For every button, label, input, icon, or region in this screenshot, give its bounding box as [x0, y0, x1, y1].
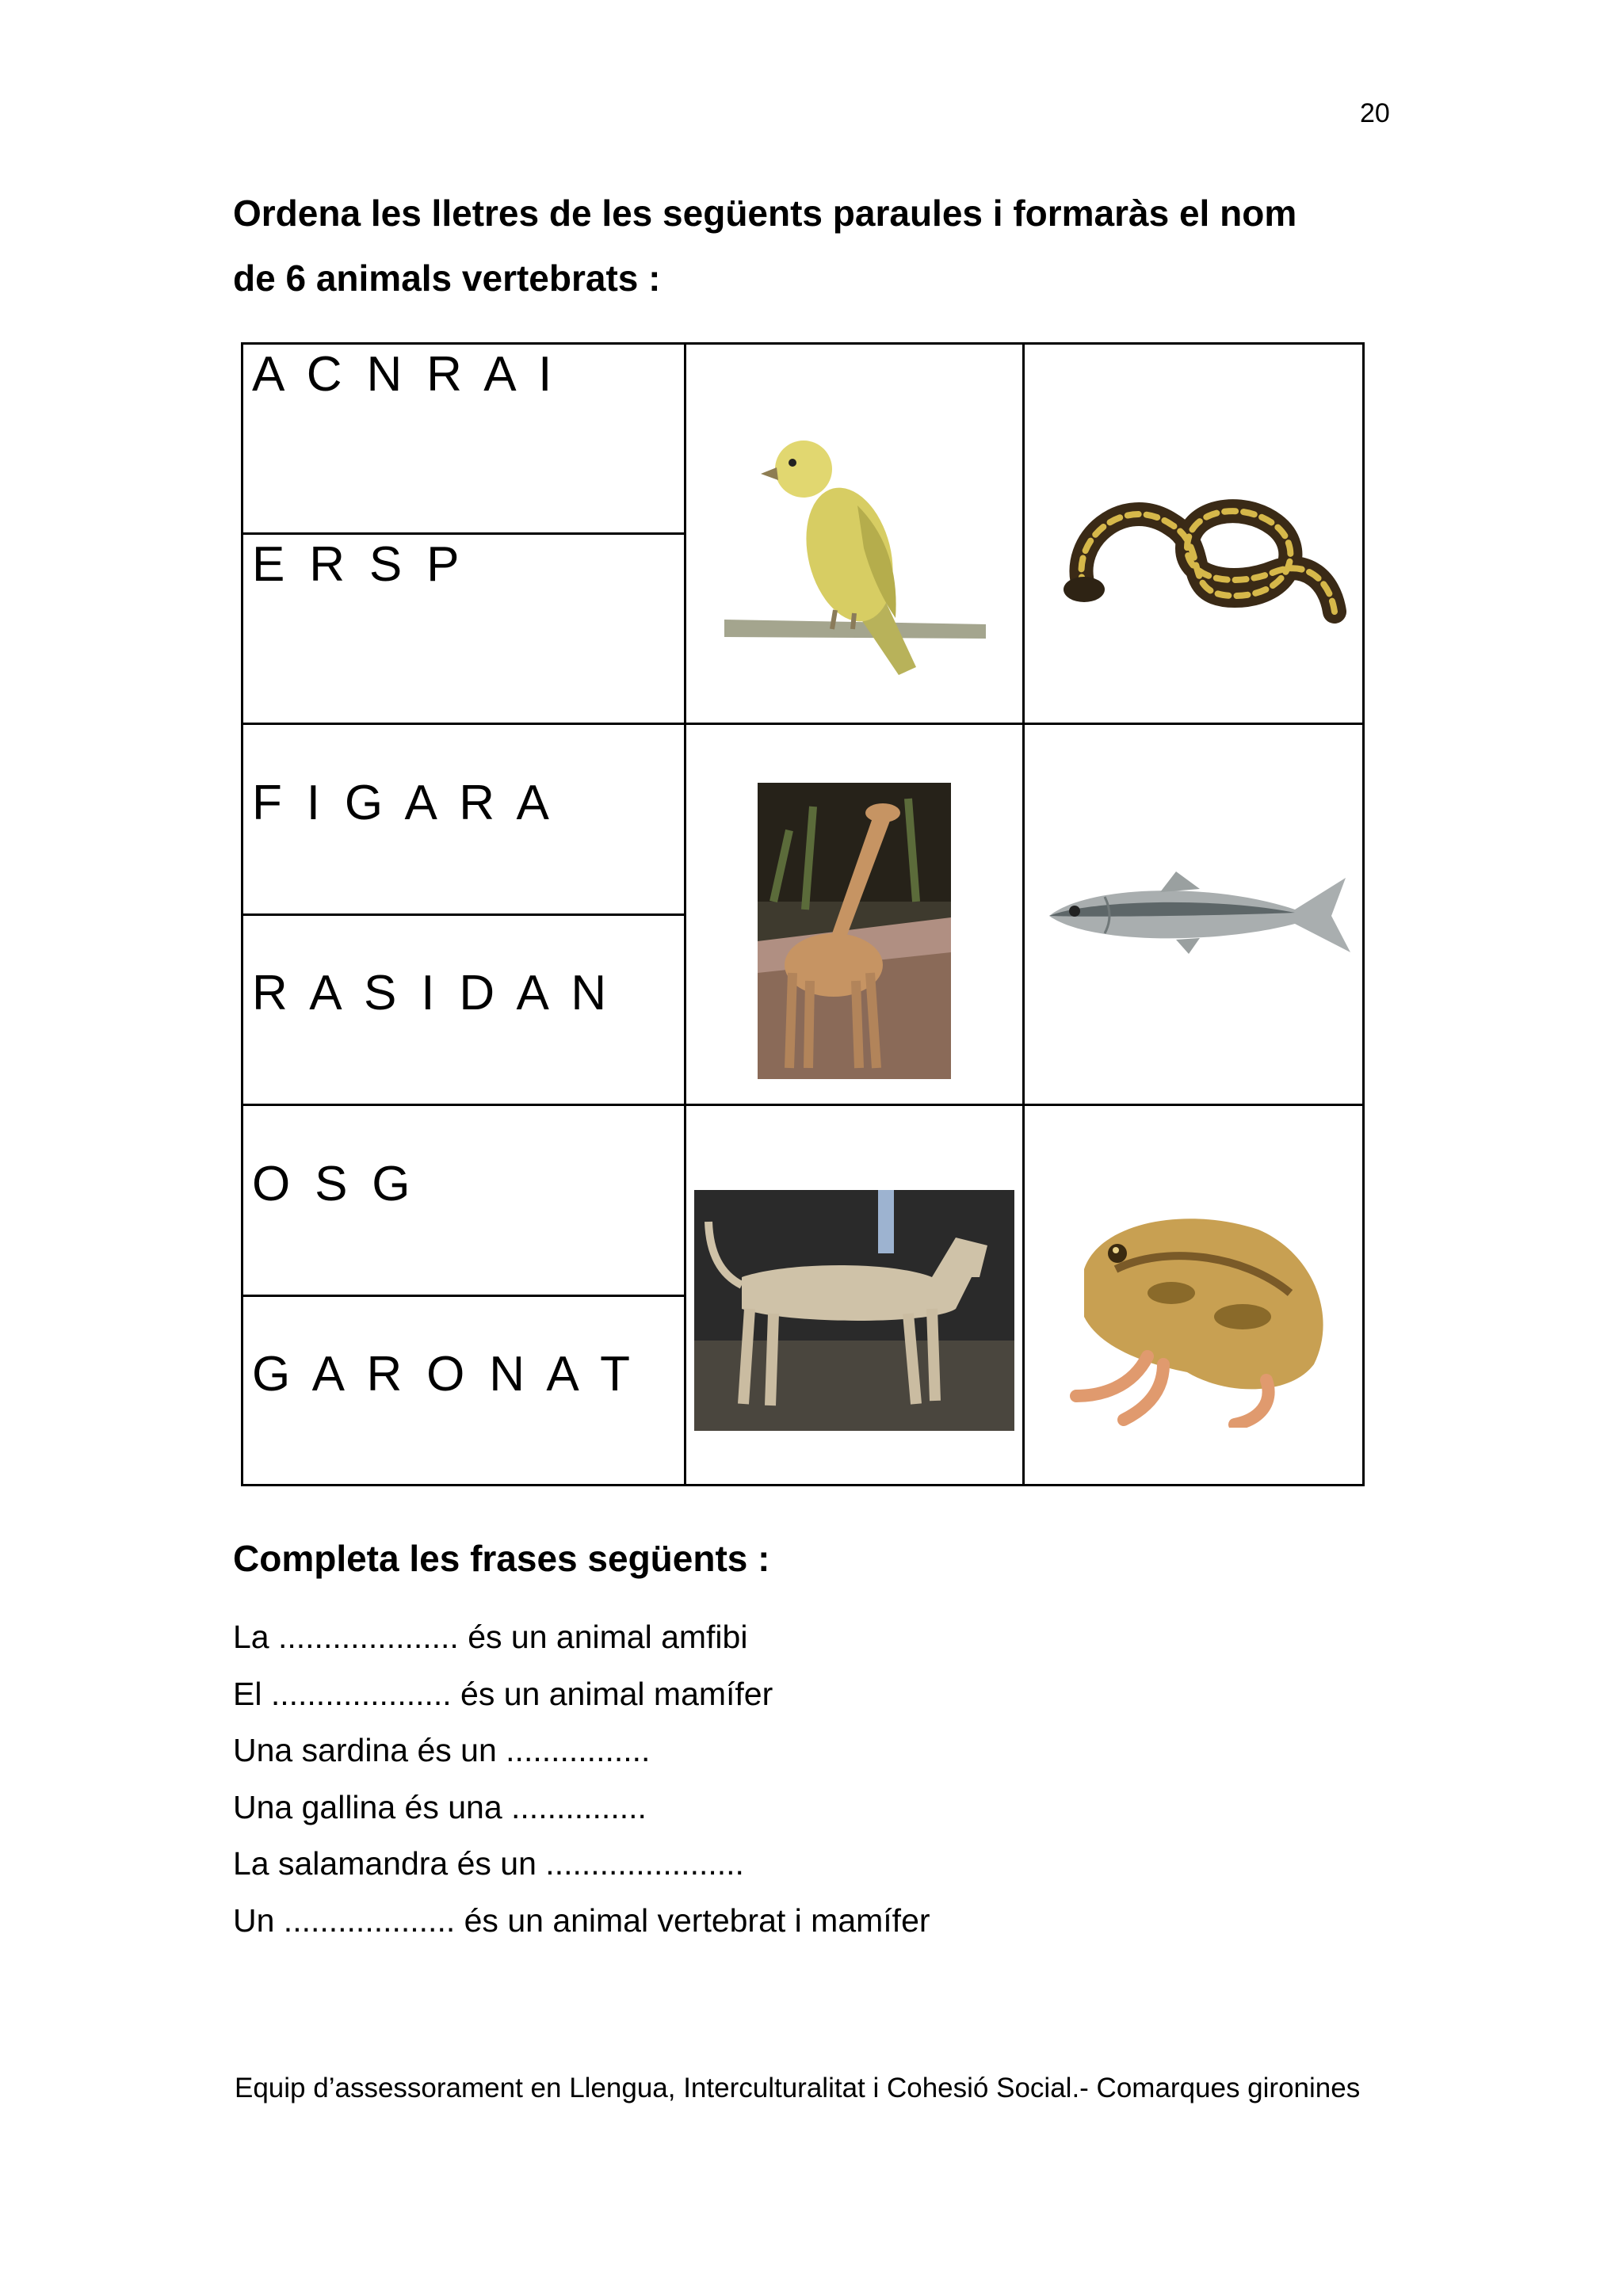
frog-image — [1052, 1198, 1347, 1428]
instruction-line-1: Ordena les lletres de les següents paraules i formaràs el nom — [233, 193, 1297, 234]
section-2-title: Completa les frases següents : — [233, 1538, 770, 1579]
footer: Equip d’assessorament en Llengua, Interculturalitat i Cohesió Social.- Comarques gironines — [235, 2073, 1361, 2103]
scrambled-word-3: F I G A R A — [252, 776, 555, 830]
scrambled-word-1: A C N R A I — [252, 347, 558, 402]
page-number: 20 — [1360, 98, 1390, 128]
sentence-2: El .................... és un animal mamífer — [233, 1675, 773, 1712]
sentence-5: La salamandra és un ...................... — [233, 1845, 744, 1882]
scrambled-word-5: O S G — [252, 1157, 416, 1211]
scrambled-word-2: E R S P — [252, 537, 465, 592]
sardine-image — [1041, 865, 1355, 968]
canary-image — [716, 429, 994, 683]
scrambled-word-4: R A S I D A N — [252, 966, 612, 1020]
sentence-list — [233, 1618, 930, 1958]
sentence-3: Una sardina és un ................ — [233, 1732, 651, 1769]
sentence-6: Un ................... és un animal vertebrat i mamífer — [233, 1901, 930, 1939]
sentence-4: Una gallina és una ............... — [233, 1788, 647, 1825]
word-puzzle-table — [241, 342, 1365, 1486]
instruction-line-2: de 6 animals vertebrats : — [233, 257, 661, 299]
scrambled-word-6: G A R O N A T — [252, 1347, 636, 1402]
dog-image — [694, 1190, 1014, 1431]
sentence-1: La .................... és un animal amfibi — [233, 1619, 748, 1655]
giraffe-image — [758, 783, 951, 1079]
snake-image — [1052, 461, 1347, 627]
